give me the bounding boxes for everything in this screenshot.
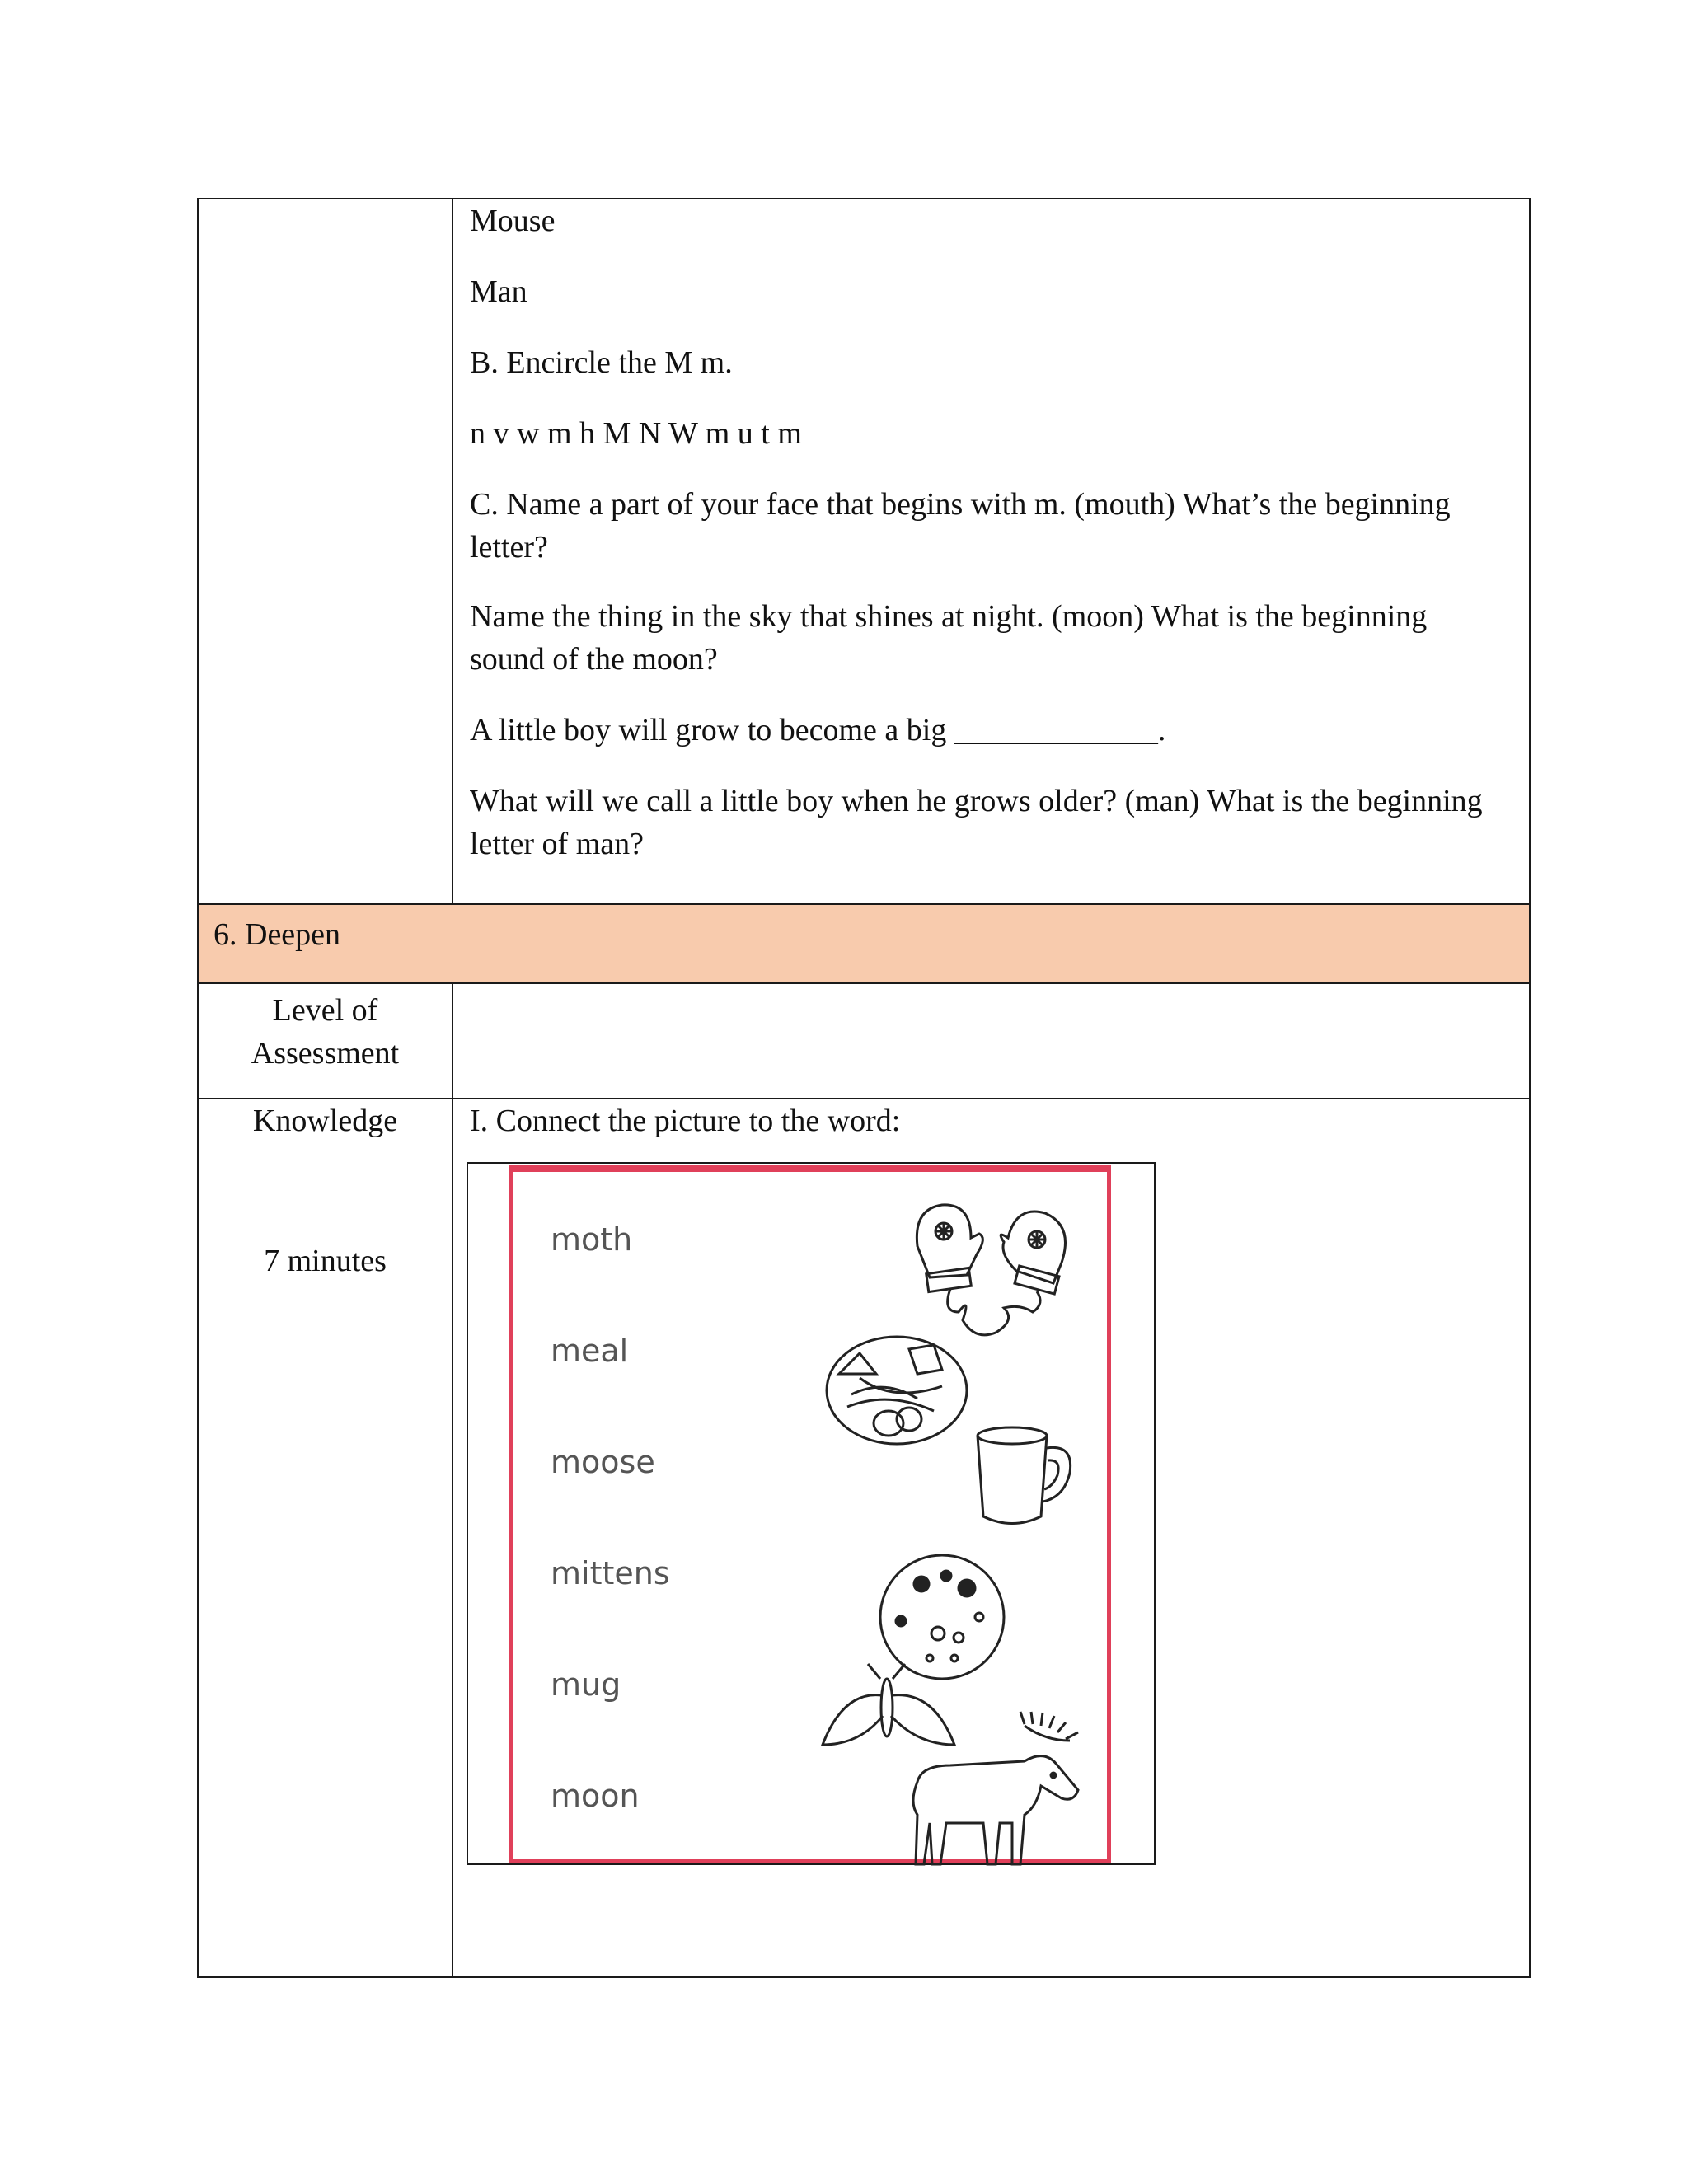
table-row [199, 984, 1529, 1099]
question-c: C. Name a part of your face that begins with m. (mouth) What’s the beginning letter? [470, 487, 1451, 565]
empty-label-cell [199, 199, 453, 903]
table-row [199, 1099, 1529, 1978]
question-moon: Name the thing in the sky that shines at night. (moon) What is the beginning sound of the moon? [470, 599, 1428, 677]
assessment-value-cell [453, 984, 1529, 1098]
word-moon: moon [551, 1778, 640, 1814]
word-mug: mug [551, 1666, 621, 1703]
instruction-b: B. Encircle the M m. [470, 345, 733, 380]
word-man: Man [470, 274, 528, 309]
word-moose: moose [551, 1444, 655, 1480]
table-row [199, 199, 1529, 905]
word-mouse: Mouse [470, 204, 556, 238]
letter-sequence: n v w m h M N W m u t m [470, 416, 802, 451]
assessment-label-line1: Level of [272, 993, 378, 1028]
section-header-row [199, 905, 1529, 984]
mug-icon [967, 1419, 1082, 1535]
fill-in-blank: A little boy will grow to become a big _____________. [470, 713, 1166, 748]
time-label: 7 minutes [264, 1244, 387, 1278]
knowledge-label: Knowledge [252, 1104, 398, 1138]
mittens-icon [901, 1188, 1082, 1345]
connect-instruction: I. Connect the picture to the word: [470, 1104, 901, 1138]
question-man: What will we call a little boy when he grows older? (man) What is the beginning letter of man? [470, 784, 1483, 861]
worksheet-frame [509, 1165, 1111, 1863]
word-mittens: mittens [551, 1555, 670, 1591]
knowledge-content-cell [453, 1099, 1529, 1978]
word-moth: moth [551, 1221, 633, 1258]
lesson-table [197, 198, 1531, 1978]
word-meal: meal [551, 1333, 629, 1369]
assessment-label-line2: Assessment [251, 1036, 400, 1071]
worksheet-image [467, 1162, 1156, 1865]
knowledge-label-cell [199, 1099, 453, 1978]
meal-bowl-icon [818, 1329, 975, 1452]
activity-content-cell [453, 199, 1529, 903]
section-title: 6. Deepen [213, 917, 341, 952]
moose-icon [901, 1708, 1107, 1872]
assessment-label-cell [199, 984, 453, 1098]
